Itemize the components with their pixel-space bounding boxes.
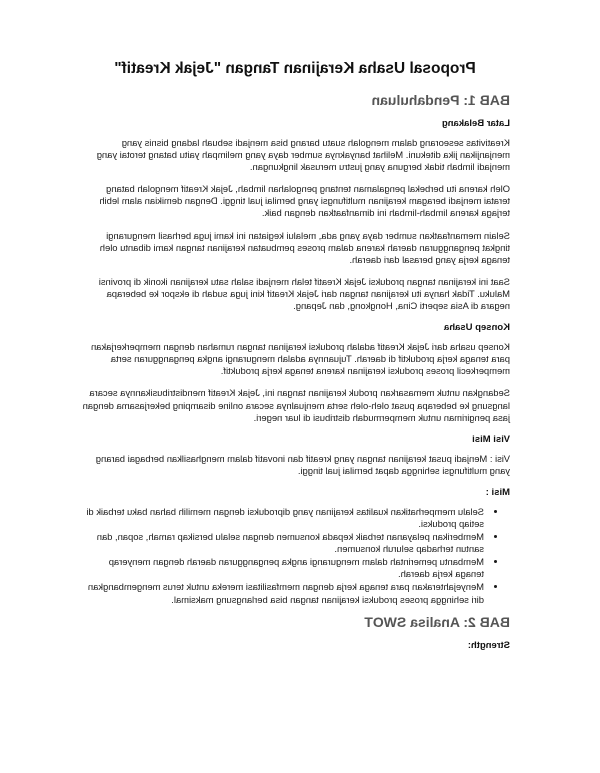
latar-paragraph: Saat ini kerajinan tangan produksi Jejak Kreatif telah menjadi salah satu kerajinan ikonik di provinsi Maluku. Tidak hanya itu kerajinan tangan dari Jejak Kreatif kini juga sudah di ekspor ke beberapa negara di Asia seperti Cina, Hongkong, dan Jepang. (98, 275, 510, 312)
misi-list (80, 506, 510, 606)
misi-item: • Selalu memperhatikan kualitas kerajinan yang diproduksi dengan memilih bahan baku terbaik di setiap produksi. (80, 506, 484, 530)
strength-heading: Strength: (467, 639, 510, 651)
bab1-heading: BAB 1: Pendahuluan (371, 92, 510, 108)
misi-item: • Memberikan pelayanan terbaik kepada konsumen dengan selalu bersikap ramah, sopan, dan santun terhadap seluruh konsumen. (80, 531, 484, 555)
visi-text: Visi : Menjadi pusat kerajinan tangan yang kreatif dan inovatif dalam menghasilkan berbagai barang yang multifungsi sehingga dapat bernilai jual tinggi. (95, 452, 510, 476)
konsep-paragraph: Konsep usaha dari Jejak Kreatif adalah produksi kerajinan tangan rumahan dengan memperkerjakan para tenaga kerja produktif di daerah. Tujuannya adalah mengurangi angka pengangguran serta memperkecil proses produksi kerajinan karena tenaga kerja produktif. (90, 341, 510, 377)
misi-item: • Membantu pemerintah dalam mengurangi angka pengangguran daerah dengan menyerap tenaga kerja daerah. (80, 556, 484, 580)
visi-misi-heading: Visi Misi (472, 433, 510, 445)
latar-paragraph: Kreativitas seseorang dalam mengolah suatu barang bisa menjadi sebuah ladang bisnis yang menjanjikan jika ditekuni. Melihat banyaknya sumber daya yang melimpah yaitu batang terotai yang menjadi limbah tidak berguna yang justru merusak lingkungan. (96, 137, 510, 173)
document-content (80, 60, 510, 659)
latar-paragraph: Selain memanfaatkan sumber daya yang ada, melalui kegiatan ini kami juga berhasil mengurangi tingkat pengangguran daerah karena dalam proses pembuatan kerajinan tangan kami dibantu oleh tenaga kerja yang berasal dari daerah. (99, 229, 510, 265)
konsep-usaha-heading: Konsep Usaha (444, 322, 510, 334)
misi-heading: Misi : (485, 486, 510, 498)
latar-belakang-heading: Latar Belakang (441, 118, 510, 129)
misi-item: • Menyejahterakan para tenaga kerja dengan memfasilitasi mereka untuk terus mengembangkan diri sehingga proses produksi kerajinan tangan bisa berlangsung maksimal. (80, 581, 484, 605)
latar-paragraph: Oleh karena itu berbekal pengalaman tentang pengolahan limbah, Jejak Kreatif mengolah batang teratai menjadi beragam kerajinan multifungsi yang bernilai jual tinggi. Dengan demikian alam lebih terjaga karena limbah-limbah ini dimanfaatkan dengan baik. (99, 183, 510, 219)
bab2-heading: BAB 2: Analisa SWOT (364, 613, 510, 630)
konsep-paragraph: Sedangkan untuk memasarkan produk kerajinan tangan ini, Jejak Kreatif mendistribusikannya secara langsung ke beberapa pusat oleh-oleh serta menjualnya secara online disamping bekerjasama dengan jasa pengiriman untuk mempermudah distribusi di luar negeri. (82, 387, 510, 423)
document-title: Proposal Usaha Kerajinan Tangan "Jejak Kreatif" (114, 60, 476, 77)
